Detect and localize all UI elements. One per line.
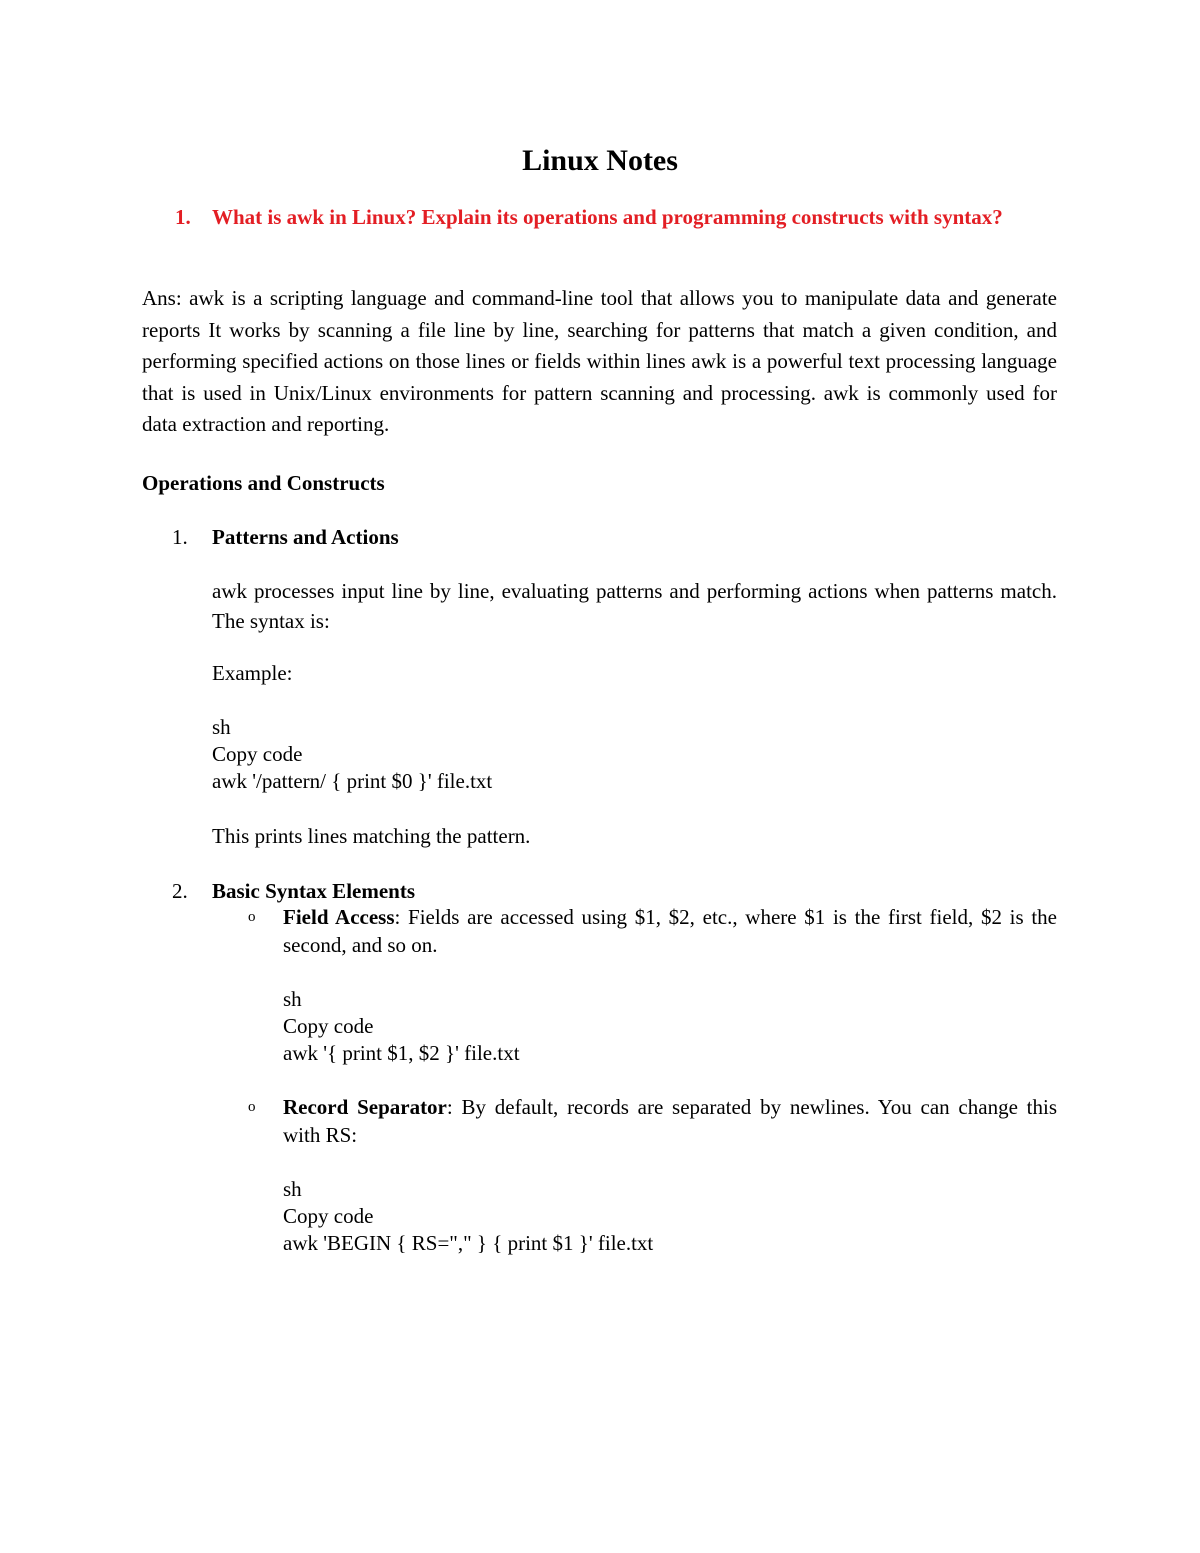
item-note: This prints lines matching the pattern. xyxy=(212,824,531,848)
page-title: Linux Notes xyxy=(522,144,678,177)
copy-code-label: Copy code xyxy=(212,742,303,766)
question-number: 1. xyxy=(175,205,191,229)
copy-code-label: Copy code xyxy=(283,1204,374,1228)
item-description: awk processes input line by line, evaluating patterns and performing actions when patterns match. The syntax is: xyxy=(212,579,1057,633)
subitem-term: Field Access xyxy=(283,905,395,929)
answer-paragraph: Ans: awk is a scripting language and command-line tool that allows you to manipulate data and generate reports It works by scanning a file line by line, searching for patterns that match a given condition, and performing specified actions on those lines or fields within lines awk is a powerful text processing language that is used in Unix/Linux environments for pattern scanning and processing. awk is commonly used for data extraction and reporting. xyxy=(142,286,1057,436)
item-number: 1. xyxy=(172,525,188,549)
subitem-term: Record Separator xyxy=(283,1095,447,1119)
item-title: Basic Syntax Elements xyxy=(212,879,416,903)
item-number: 2. xyxy=(172,879,188,903)
code-line: awk 'BEGIN { RS="," } { print $1 }' file.txt xyxy=(283,1231,654,1255)
code-language: sh xyxy=(283,987,302,1011)
code-language: sh xyxy=(212,715,231,739)
bullet-marker: o xyxy=(248,1099,256,1115)
code-language: sh xyxy=(283,1177,302,1201)
item-title: Patterns and Actions xyxy=(212,525,399,549)
question-text: What is awk in Linux? Explain its operations and programming constructs with syntax? xyxy=(212,205,1003,229)
section-heading: Operations and Constructs xyxy=(142,471,385,495)
copy-code-label: Copy code xyxy=(283,1014,374,1038)
subitem-paragraph xyxy=(283,903,1057,959)
subitem-text: : Fields are accessed using $1, $2, etc., where $1 is the first field, $2 is the second, and so on. xyxy=(283,905,1058,957)
subitem-paragraph xyxy=(283,1093,1057,1149)
code-line: awk '/pattern/ { print $0 }' file.txt xyxy=(212,769,493,793)
code-line: awk '{ print $1, $2 }' file.txt xyxy=(283,1041,520,1065)
subitem-text: : By default, records are separated by newlines. You can change this with RS: xyxy=(283,1095,1057,1147)
bullet-marker: o xyxy=(248,909,256,925)
example-label: Example: xyxy=(212,661,293,685)
